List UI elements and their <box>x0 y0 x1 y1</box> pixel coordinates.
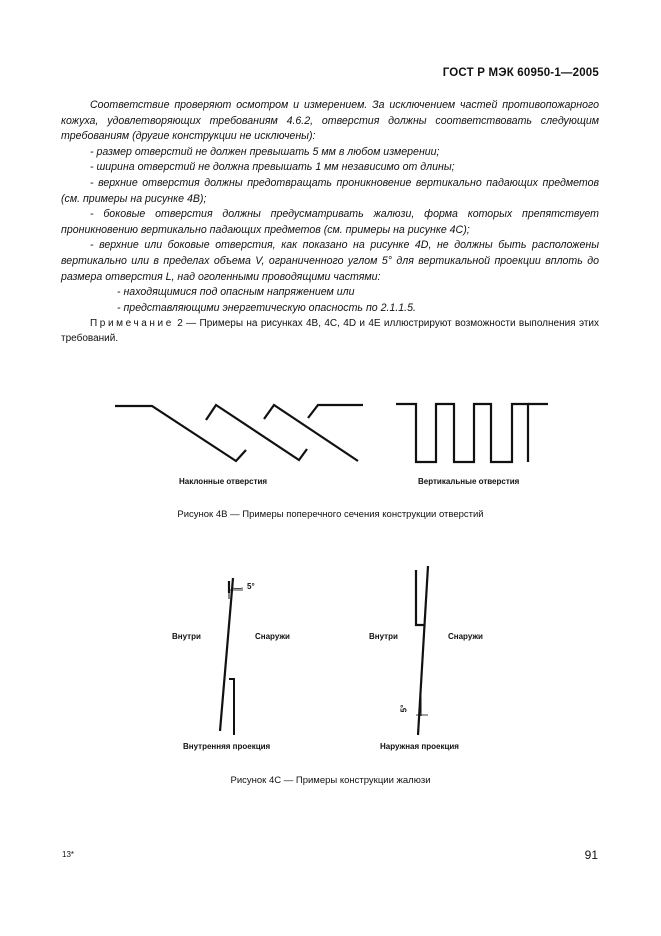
inclined-openings-diagram <box>115 405 363 461</box>
sub-list-item: - представляющими энергетическую опасность по 2.1.1.5. <box>117 301 416 314</box>
page-number: 91 <box>584 848 598 862</box>
label-outside: Снаружи <box>255 632 290 641</box>
label-vertical-openings: Вертикальные отверстия <box>418 477 520 486</box>
louvre-outer-projection-diagram <box>416 566 428 735</box>
label-inside: Внутри <box>172 632 201 641</box>
vertical-openings-diagram <box>396 404 548 462</box>
list-item: - ширина отверстий не должна превышать 1 мм независимо от длины; <box>90 161 455 174</box>
note-label: Примечание <box>90 318 174 329</box>
list-item: - боковые отверстия должны предусматривать жалюзи, форма которых препятствует проникновению вертикально падающих предметов (см. примеры на рисунке 4С); <box>61 208 599 236</box>
label-inside: Внутри <box>369 632 398 641</box>
sheet-mark: 13* <box>62 850 75 859</box>
caption-figure-4c: Рисунок 4С — Примеры конструкции жалюзи <box>230 775 431 786</box>
label-inclined-openings: Наклонные отверстия <box>179 477 268 486</box>
label-outside: Снаружи <box>448 632 483 641</box>
page-header-standard: ГОСТ Р МЭК 60950-1—2005 <box>442 67 599 79</box>
list-item: - верхние отверстия должны предотвращать проникновение вертикально падающих предметов (см. примеры на рисунке 4В); <box>61 176 599 205</box>
paragraph: Соответствие проверяют осмотром и измерением. За исключением частей противопожарного кожуха, удовлетворяющих требованиям 4.6.2, отверстия должны соответствовать следующим требованиям (другие конструкции не исключены): <box>61 99 599 143</box>
label-inner-projection: Внутренняя проекция <box>183 742 271 751</box>
caption-figure-4b: Рисунок 4В — Примеры поперечного сечения конструкции отверстий <box>177 509 484 520</box>
sub-list-item: - находящимися под опасным напряжением или <box>117 286 355 299</box>
list-item: - верхние или боковые отверстия, как показано на рисунке 4D, не должны быть расположены вертикально или в пределах объема V, ограниченного углом 5° для вертикальной проекции вплоть до размера отверстия L, над оголенными проводящими частями: <box>61 239 599 283</box>
label-outer-projection: Наружная проекция <box>380 742 459 751</box>
louvre-inner-projection-diagram <box>220 578 243 735</box>
angle-label: 5° <box>399 704 409 713</box>
angle-label: 5° <box>247 582 255 591</box>
note-text: 2 — Примеры на рисунках 4В, 4С, 4D и 4Е иллюстрируют возможности выполнения этих требований. <box>61 318 599 344</box>
list-item: - размер отверстий не должен превышать 5 мм в любом измерении; <box>90 145 440 158</box>
